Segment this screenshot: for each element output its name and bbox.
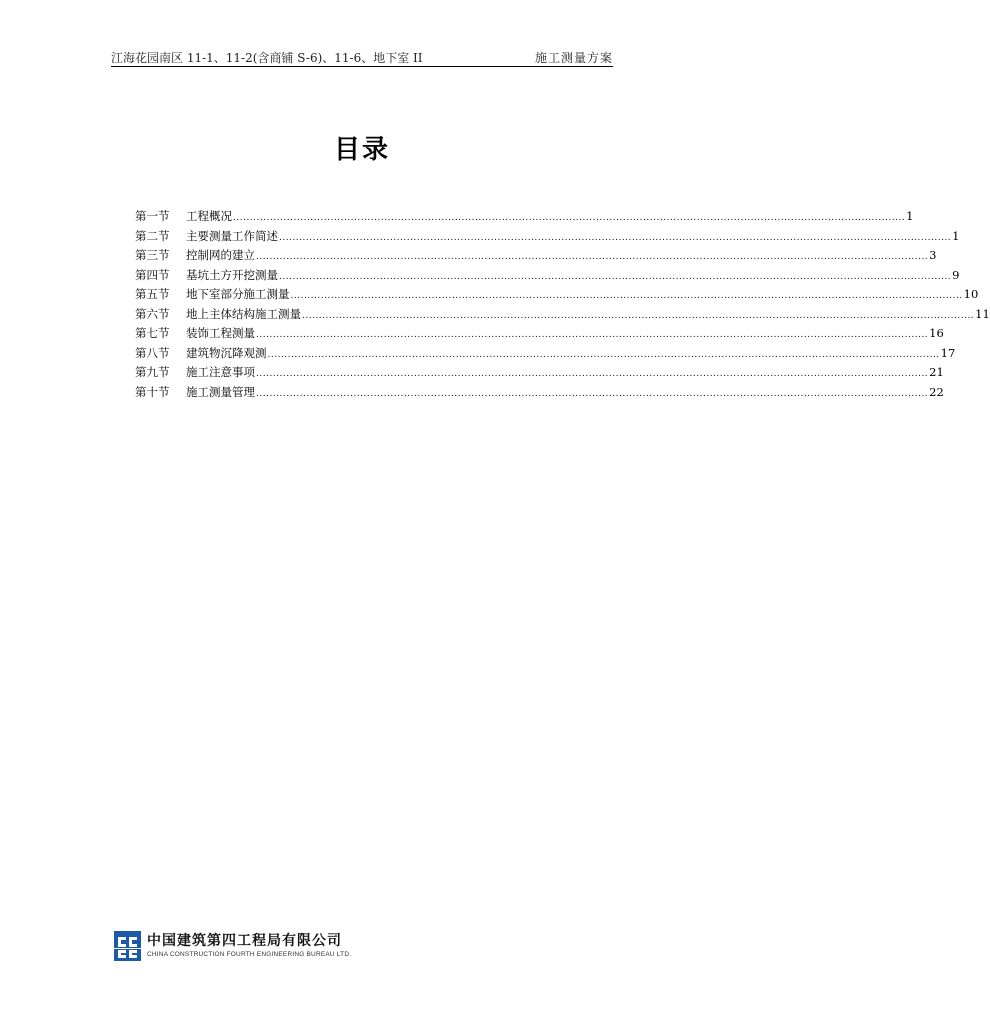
- toc-section-number: 第八节: [135, 345, 170, 360]
- toc-section-title: 装饰工程测量: [186, 326, 255, 340]
- toc-section-title: 建筑物沉降观测: [186, 345, 267, 360]
- toc-page-number: 17: [940, 345, 956, 360]
- toc-dot-leader: ........................................................................................................................................................................................................: [279, 232, 952, 243]
- toc-section-number: 第一节: [135, 209, 170, 223]
- table-of-contents: [135, 207, 990, 402]
- toc-dot-leader: ........................................................................................................................................................................................................: [256, 330, 929, 340]
- company-name-en: CHINA CONSTRUCTION FOURTH ENGINEERING BUREAU LTD.: [147, 950, 352, 958]
- toc-entry[interactable]: [135, 344, 956, 364]
- toc-section-number: 第七节: [135, 326, 170, 340]
- toc-section-title: 地上主体结构施工测量: [186, 306, 301, 321]
- toc-section-title: 地下室部分施工测量: [186, 287, 290, 301]
- toc-section-number: 第十节: [135, 384, 170, 399]
- company-footer: [114, 930, 351, 962]
- company-name-cn: 中国建筑第四工程局有限公司: [147, 932, 342, 949]
- toc-section-number: 第二节: [135, 228, 170, 243]
- toc-section-title: 施工测量管理: [186, 384, 255, 399]
- toc-page-number: 16: [929, 326, 944, 340]
- toc-entry[interactable]: [135, 266, 960, 286]
- toc-section-title: 工程概况: [186, 209, 232, 223]
- toc-entry[interactable]: [135, 383, 944, 403]
- toc-entry[interactable]: [135, 324, 944, 344]
- toc-entry[interactable]: [135, 305, 990, 325]
- toc-page-number: 22: [929, 384, 944, 399]
- toc-dot-leader: ........................................................................................................................................................................................................: [267, 349, 940, 360]
- toc-dot-leader: ........................................................................................................................................................................................................: [302, 310, 975, 321]
- toc-dot-leader: ........................................................................................................................................................................................................: [279, 271, 952, 282]
- toc-section-number: 第六节: [135, 306, 170, 321]
- toc-section-title: 基坑土方开挖测量: [186, 267, 278, 282]
- toc-dot-leader: ........................................................................................................................................................................................................: [290, 291, 963, 301]
- toc-section-title: 主要测量工作简述: [186, 228, 278, 243]
- header-doc-title: 施工测量方案: [534, 51, 613, 65]
- toc-entry[interactable]: [135, 285, 979, 305]
- toc-entry[interactable]: [135, 246, 937, 266]
- toc-section-title: 控制网的建立: [186, 248, 255, 262]
- toc-section-number: 第四节: [135, 267, 170, 282]
- toc-dot-leader: ........................................................................................................................................................................................................: [233, 213, 906, 223]
- toc-section-number: 第五节: [135, 287, 170, 301]
- toc-entry[interactable]: [135, 227, 960, 247]
- toc-entry[interactable]: [135, 363, 944, 383]
- header-project: 江海花园南区 11-1、11-2(含商铺 S-6)、11-6、地下室 II: [111, 51, 423, 65]
- toc-dot-leader: ........................................................................................................................................................................................................: [256, 388, 929, 399]
- page-header: [111, 50, 613, 67]
- toc-page-number: 3: [929, 248, 937, 262]
- page-title: 目录: [333, 135, 390, 165]
- toc-page-number: 9: [952, 267, 960, 282]
- toc-page-number: 1: [952, 228, 960, 243]
- toc-entry[interactable]: [135, 207, 914, 227]
- cscec-logo-icon: [114, 931, 141, 961]
- toc-dot-leader: ........................................................................................................................................................................................................: [256, 252, 929, 262]
- toc-dot-leader: ........................................................................................................................................................................................................: [256, 369, 929, 379]
- toc-section-number: 第三节: [135, 248, 170, 262]
- toc-section-number: 第九节: [135, 365, 170, 379]
- toc-page-number: 21: [929, 365, 944, 379]
- toc-page-number: 1: [906, 209, 914, 223]
- toc-page-number: 10: [963, 287, 979, 301]
- toc-section-title: 施工注意事项: [186, 365, 255, 379]
- toc-page-number: 11: [975, 306, 990, 321]
